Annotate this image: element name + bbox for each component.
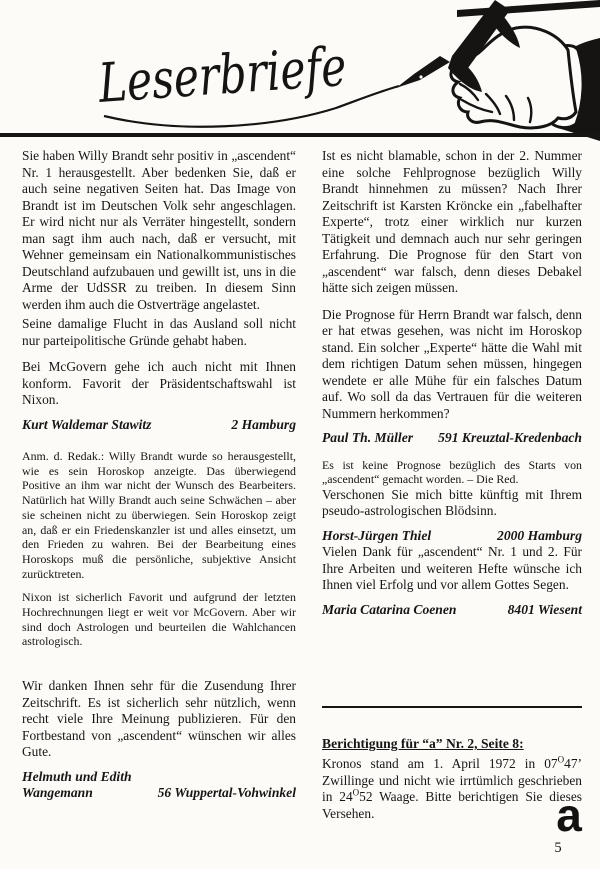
signature-name: Horst-Jürgen Thiel: [322, 527, 432, 543]
letter-thiel: [322, 487, 582, 545]
signature: [22, 417, 296, 434]
letter-paragraph: Seine damalige Flucht in das Ausland soll nicht nur parteipolitische Gründe gehabt haben.: [22, 316, 296, 348]
magazine-logo-a: a: [556, 789, 580, 841]
letter-paragraph: Wir danken Ihnen sehr für die Zusendung Ihrer Zeitschrift. Es ist sicherlich sehr nützlich, wenn recht viele Ihre Meinung publizieren. Für den Fortbestand von „ascendent“ wünschen wir alles Gute.: [22, 678, 296, 760]
page-number: 5: [554, 840, 562, 856]
signature-name-line1: Helmuth und Edith: [22, 768, 132, 784]
letter-paragraph: Vielen Dank für „ascendent“ Nr. 1 und 2. Für Ihre Arbeiten und weiteren Hefte wünsche ich Ihnen viel Erfolg und vor allem Gottes Segen.: [322, 544, 582, 593]
correction-notice: [322, 735, 582, 835]
page-title: Leserbriefe: [96, 30, 415, 115]
signature-city: 2 Hamburg: [231, 416, 296, 432]
signature: [322, 602, 582, 619]
correction-heading: Berichtigung für “a” Nr. 2, Seite 8:: [322, 736, 524, 751]
signature: [322, 430, 582, 447]
letter-paragraph: Verschonen Sie mich bitte künftig mit Ihrem pseudo-astrologischen Blödsinn.: [322, 486, 582, 519]
letter-mueller: [322, 148, 582, 447]
signature-city: 2000 Hamburg: [497, 527, 582, 543]
signature-city: 591 Kreuztal-Kredenbach: [438, 430, 582, 445]
degree-symbol: O: [557, 754, 565, 765]
correction-divider: [322, 706, 582, 708]
editor-note-paragraph: Nixon ist sicherlich Favorit und aufgrund der letzten Hochrechnungen liegt er weit vor McGovern. Aber wir sind doch Astrologen und beurteilen die Wahlchancen astrologisch.: [22, 590, 296, 649]
signature-name: Wangemann: [22, 785, 93, 801]
column-left: [22, 148, 296, 802]
correction-text: Kronos stand am 1. April 1972 in 07: [322, 756, 558, 771]
signature-name: Kurt Waldemar Stawitz: [22, 416, 152, 432]
letter-paragraph: Ist es nicht blamable, schon in der 2. Nummer eine solche Fehlprognose bezüglich Willy Brandt hinnehmen zu müssen? Nach Ihrer Zeitschrift ist Karsten Kröncke ein „fabelhafter Experte“, trotz einer wirklich nur kurzen Tätigkeit und demnach auch nur sehr geringen Erfahrung. Die Prognose für den Start von „ascendent“ war falsch, denn dieses Debakel hätte sich zeigen müssen.: [322, 148, 582, 295]
header-divider: [0, 133, 600, 137]
letter-coenen: [322, 544, 582, 618]
editor-note-paragraph: Anm. d. Redak.: Willy Brandt wurde so herausgestellt, wie es sein Horoskop anzeigte. Das überwiegend Positive an ihm war nicht der Wunsch des Bearbeiters. Natürlich hat Willy Brandt auch seine Schwächen – aber sie scheinen nicht zu überwiegen. Sein Horoskop zeigt an, daß er ein Friedenskanzler ist und alles einsetzt, um den Frieden zu wahren. Bei der Bearbeitung eines Horoskops muß die persönliche, subjektive Ansicht zurücktreten.: [22, 449, 296, 581]
editor-note-paragraph: Es ist keine Prognose bezüglich des Starts von „ascendent“ gemacht worden. – Die Red.: [322, 457, 582, 487]
correction-text: 52 Waage. Bitte berichtigen Sie dieses Versehen.: [322, 789, 582, 821]
hand-with-pen-icon: [396, 0, 600, 141]
letter-paragraph: Bei McGovern gehe ich auch nicht mit Ihnen konform. Favorit der Präsidentschaftswahl ist Nixon.: [22, 359, 296, 407]
column-right: [322, 148, 582, 618]
editor-note: [22, 449, 296, 649]
degree-symbol: O: [352, 787, 360, 798]
letter-paragraph: Sie haben Willy Brandt sehr positiv in „ascendent“ Nr. 1 herausgestellt. Aber bedenken Sie, daß er auch seine negativen Seiten hat. Das Image von Brandt ist im Deutschen Volk sehr angeschlagen. Er wird nicht nur als Verräter hingestellt, sondern man sagt ihm auch nach, daß er versucht, mit Wehner gemeinsam ein Nationalkommunistisches Deutschland aufzubauen und gewillt ist, uns in die Arme der UdSSR zu treiben. In diesem Sinn werden ihm auch die Ostverträge angelastet.: [22, 148, 296, 312]
letter-wangemann: [22, 678, 296, 802]
signature: [322, 528, 582, 545]
correction-text: 47’ Zwillinge und nicht wie irrtümlich geschrieben in 24: [322, 756, 582, 804]
editor-note: [322, 458, 582, 487]
signature-name: Paul Th. Müller: [322, 430, 414, 445]
correction-body: [322, 756, 582, 822]
signature-name: Maria Catarina Coenen: [322, 601, 457, 617]
letter-stawitz: [22, 148, 296, 433]
script-title-group: [96, 30, 415, 127]
signature-city: 56 Wuppertal-Vohwinkel: [157, 785, 296, 801]
letter-paragraph: Die Prognose für Herrn Brandt war falsch, denn er hat etwas gesehen, was nicht im Horoskop stand. Ein solcher „Experte“ hätte die Wahl mit dem richtigen Datum sehen müssen, hingegen wendete er alle Mühe für ein falsches Datum auf. Wo soll da das Vertrauen für die weiteren Nummern herkommen?: [322, 306, 582, 421]
signature-city: 8401 Wiesent: [507, 601, 582, 617]
signature: [22, 785, 296, 802]
header-illustration: [0, 0, 600, 145]
